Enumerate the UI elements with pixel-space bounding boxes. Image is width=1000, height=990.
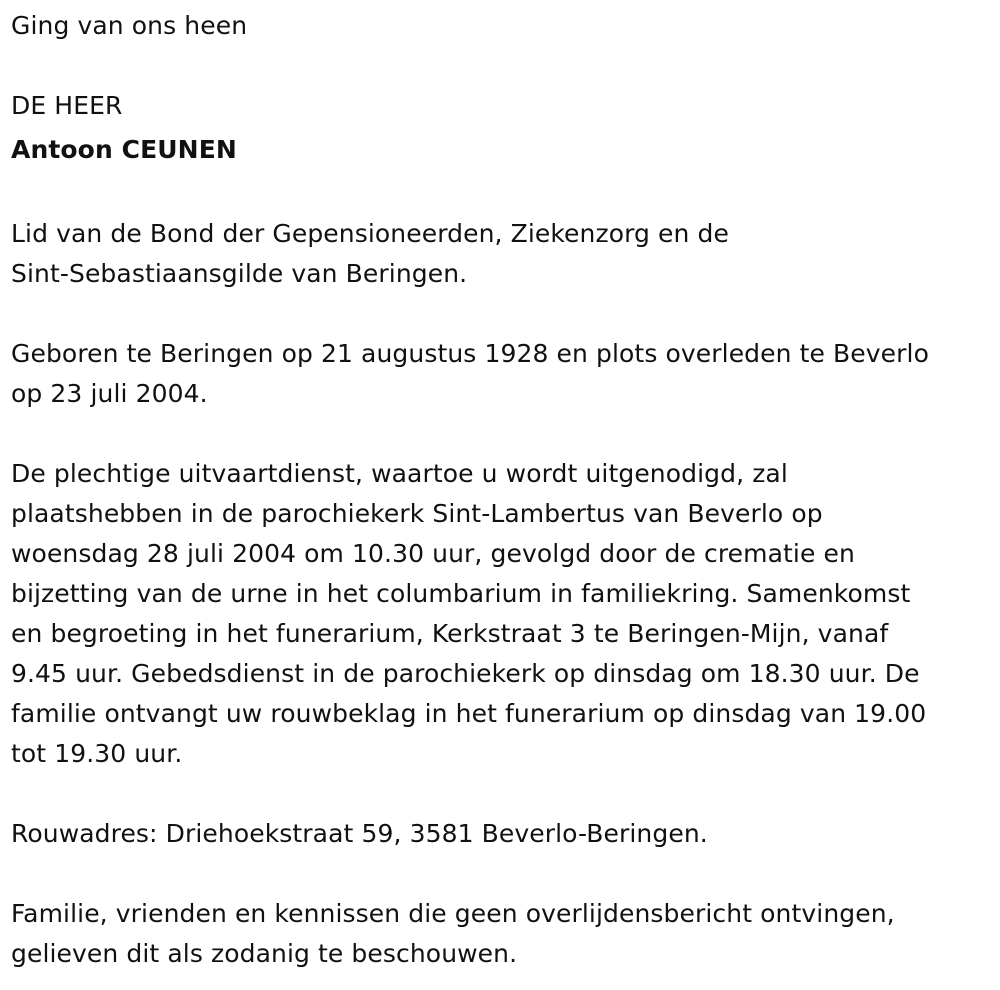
deceased-name: Antoon CEUNEN bbox=[11, 135, 237, 164]
closing-line: gelieven dit als zodanig te beschouwen. bbox=[11, 939, 518, 968]
ceremony-line: De plechtige uitvaartdienst, waartoe u wordt uitgenodigd, zal bbox=[11, 459, 788, 488]
membership-line: Sint-Sebastiaansgilde van Beringen. bbox=[11, 259, 468, 288]
closing-line: Familie, vrienden en kennissen die geen overlijdensbericht ontvingen, bbox=[11, 899, 895, 928]
spacer bbox=[11, 414, 991, 454]
membership-paragraph bbox=[11, 214, 991, 294]
spacer bbox=[11, 774, 991, 814]
closing-paragraph bbox=[11, 894, 991, 974]
spacer bbox=[11, 174, 991, 214]
spacer bbox=[11, 46, 991, 86]
ceremony-line: woensdag 28 juli 2004 om 10.30 uur, gevolgd door de crematie en bbox=[11, 539, 855, 568]
ceremony-line: plaatshebben in de parochiekerk Sint-Lambertus van Beverlo op bbox=[11, 499, 823, 528]
mourning-address: Rouwadres: Driehoekstraat 59, 3581 Beverlo-Beringen. bbox=[11, 819, 708, 848]
ceremony-line: 9.45 uur. Gebedsdienst in de parochiekerk op dinsdag om 18.30 uur. De bbox=[11, 659, 920, 688]
ceremony-line: tot 19.30 uur. bbox=[11, 739, 183, 768]
birth-death-paragraph bbox=[11, 334, 991, 414]
ceremony-line: en begroeting in het funerarium, Kerkstraat 3 te Beringen-Mijn, vanaf bbox=[11, 619, 889, 648]
obituary-notice bbox=[11, 6, 991, 974]
membership-line: Lid van de Bond der Gepensioneerden, Ziekenzorg en de bbox=[11, 219, 729, 248]
birth-death-line: op 23 juli 2004. bbox=[11, 379, 208, 408]
spacer bbox=[11, 294, 991, 334]
ceremony-paragraph bbox=[11, 454, 991, 774]
spacer bbox=[11, 854, 991, 894]
birth-death-line: Geboren te Beringen op 21 augustus 1928 en plots overleden te Beverlo bbox=[11, 339, 929, 368]
ceremony-line: familie ontvangt uw rouwbeklag in het funerarium op dinsdag van 19.00 bbox=[11, 699, 927, 728]
ceremony-line: bijzetting van de urne in het columbarium in familiekring. Samenkomst bbox=[11, 579, 911, 608]
honorific: DE HEER bbox=[11, 91, 123, 120]
intro-line: Ging van ons heen bbox=[11, 11, 248, 40]
